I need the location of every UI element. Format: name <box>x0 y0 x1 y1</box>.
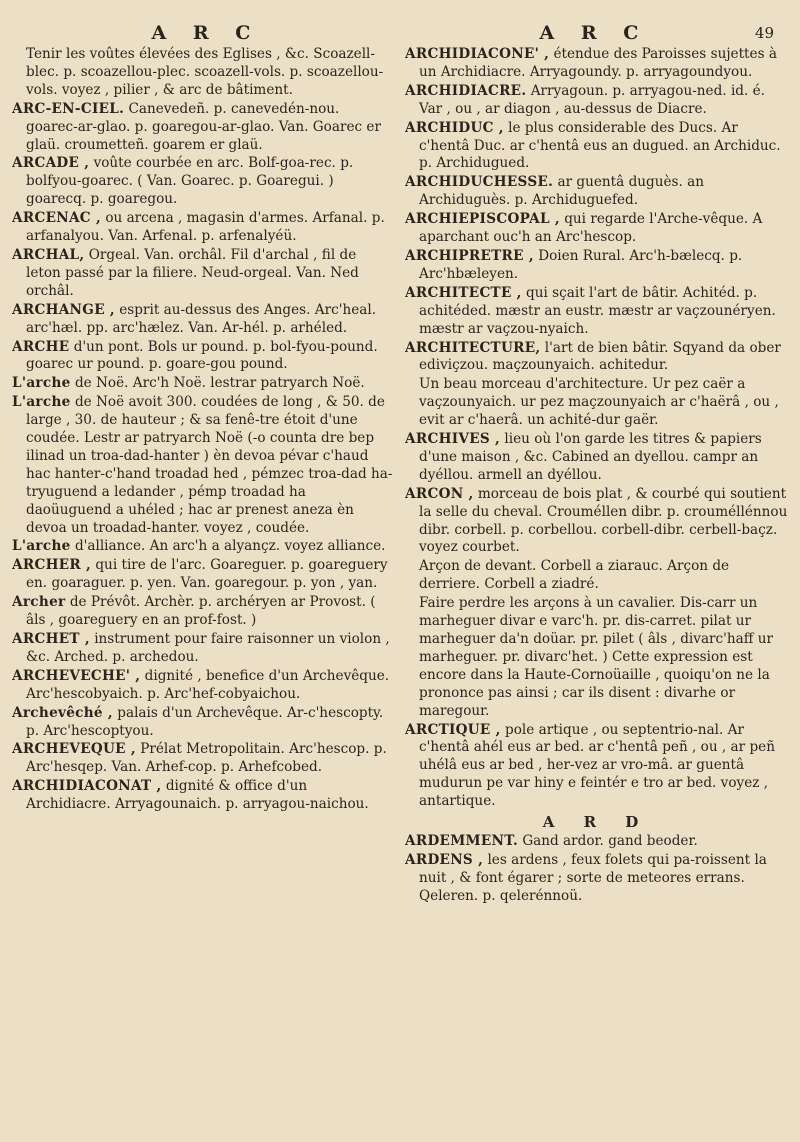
entry-headword: ARCHEVECHE' , <box>12 667 141 684</box>
entry-text: qui sçait l'art de bâtir. Achitéd. p. achitéded. mæstr an eustr. mæstr ar vaçzounéryen. mæstr ar vaçzou-nyaich. <box>419 284 776 337</box>
dictionary-entry <box>12 631 395 667</box>
entry-text: Tenir les voûtes élevées des Eglises , &c. Scoazell-blec. p. scoazellou-plec. scoazell-vols. p. scoazellou-vols. voyez , pilier , & arc de bâtiment. <box>26 46 384 98</box>
dictionary-entry <box>405 852 788 906</box>
entry-text: dignité & office d'un Archidiacre. Arryagounaich. p. arryagou-naichou. <box>26 778 369 813</box>
entry-text: de Noë avoit 300. coudées de long , & 50. de large , 30. de hauteur ; & sa fenê-tre étoit d'une coudée. Lestr ar patryarch Noë (-o counta dre bep ilinad un troa-dad-hanter ) èn devoa pévar c'haud hac hanter-c'hand troadad hed , pémzec troa-dad ha-tryuguend a ledander , pémp troadad ha daoüuguend a uhéled ; hac ar prenest aneza èn devoa un troadad-hanter. voyez , coudée. <box>26 394 393 536</box>
entry-text: morceau de bois plat , & courbé qui soutient la selle du cheval. Crouméllen dibr. p. crouméllénnou dibr. corbell. p. corbellou. corbell-dibr. cerbell-baçz. voyez courbet. <box>419 485 788 556</box>
entry-text: l'art de bien bâtir. Sqyand da ober ediviçzou. maçzounyaich. achitedur. <box>419 339 781 374</box>
entry-headword: ARCHIDIACONE' , <box>405 46 550 62</box>
dictionary-entry <box>405 376 788 430</box>
entry-headword: ARCHEVEQUE , <box>12 741 136 758</box>
dictionary-entry <box>405 558 788 594</box>
entry-text: Un beau morceau d'architecture. Ur pez caër a vaçzounyaich. ur pez maçzounyaich ar c'haërâ , ou , evit ar c'haerâ. un achité-dur gaër. <box>419 376 779 429</box>
dictionary-entry <box>405 248 788 284</box>
entry-text: instrument pour faire raisonner un violon , &c. Arched. p. archedou. <box>26 631 390 665</box>
left-header <box>12 22 400 44</box>
entry-headword: L'arche <box>12 375 71 392</box>
entry-text: esprit au-dessus des Anges. Arc'heal. arc'hæl. pp. arc'hælez. Van. Ar-hél. p. arhéled. <box>26 301 377 336</box>
entry-headword: ARCHITECTE , <box>405 284 522 301</box>
right-column-tail <box>405 833 788 906</box>
entry-headword: ARDENS , <box>405 851 484 868</box>
entry-headword: ARCHAL, <box>12 246 85 263</box>
dictionary-entry <box>12 247 395 301</box>
dictionary-entry <box>405 340 788 376</box>
entry-text: Faire perdre les arçons à un cavalier. Dis-carr un marheguer divar e varc'h. pr. dis-carret. pilat ur marheguer da'n doüar. pr. pilet ( âls , divarc'haff ur marheguer. pr. divarc'het. ) Cette expression est encore dans la Haute-Cornoüaille , quoiqu'on ne la prononce pas ainsi ; car ils disent : divarhe or maregour. <box>419 595 773 719</box>
dictionary-entry <box>405 595 788 720</box>
entry-text: d'un pont. Bols ur pound. p. bol-fyou-pound. goarec ur pound. p. goare-gou pound. <box>26 338 378 373</box>
dictionary-entry <box>12 155 395 209</box>
left-column <box>12 46 395 907</box>
dictionary-entry <box>405 174 788 210</box>
columns <box>12 46 788 907</box>
dictionary-entry <box>12 741 395 777</box>
dictionary-entry <box>12 594 395 630</box>
right-running-head: A R C <box>539 22 649 44</box>
entry-text: Canevedeñ. p. canevedén-nou. goarec-ar-glao. p. goaregou-ar-glao. Van. Goarec er glaü. croumetteñ. goarem er glaü. <box>26 100 381 153</box>
entry-text: ar guentâ duguès. an Archiduguès. p. Archiduguefed. <box>419 174 705 209</box>
dictionary-entry <box>12 339 395 375</box>
entry-headword: ARCADE , <box>12 155 90 172</box>
entry-text: pole artique , ou septentrio-nal. Ar c'hentâ ahél eus ar bed. ar c'hentâ peñ , ou , ar peñ uhélâ eus ar bed , her-vez ar vro-mâ. ar guentâ mudurun pe var hiny e feintér e tro ar bed. voyez , antartique. <box>419 721 775 810</box>
entry-text: étendue des Paroisses sujettes à un Archidiacre. Arryagoundy. p. arryagoundyou. <box>419 46 777 80</box>
dictionary-entry <box>405 83 788 119</box>
entry-headword: ARCHER , <box>12 557 92 574</box>
right-column-entries <box>405 46 788 811</box>
entry-headword: ARCHE <box>12 338 70 355</box>
dictionary-entry <box>12 705 395 741</box>
dictionary-entry <box>405 833 788 851</box>
entry-headword: ARCENAC , <box>12 210 101 227</box>
right-header <box>400 22 788 44</box>
entry-headword: ARCTIQUE , <box>405 721 501 738</box>
entry-text: d'alliance. An arc'h a alyançz. voyez alliance. <box>74 538 386 555</box>
dictionary-entry <box>405 46 788 82</box>
entry-text: le plus considerable des Ducs. Ar c'hentâ Duc. ar c'hentâ eus an dugued. an Archiduc. p. Archidugued. <box>419 119 781 172</box>
entry-headword: L'arche <box>12 538 71 555</box>
entry-text: Arçon de devant. Corbell a ziarauc. Arçon de derriere. Corbell a ziadré. <box>419 558 730 593</box>
entry-text: Arryagoun. p. arryagou-ned. id. é. Var , ou , ar diagon , au-dessus de Diacre. <box>419 82 766 117</box>
dictionary-entry <box>12 394 395 537</box>
entry-headword: ARCHIEPISCOPAL , <box>405 211 560 228</box>
entry-text: Orgeal. Van. orchâl. Fil d'archal , fil de leton passé par la filiere. Neud-orgeal. Van. Ned orchâl. <box>26 246 359 299</box>
dictionary-entry <box>12 46 395 100</box>
entry-headword: ARCHITECTURE, <box>405 339 541 356</box>
entry-text: les ardens , feux folets qui pa-roissent la nuit , & font égarer ; sorte de meteores errans. Qeleren. p. qelerénnoü. <box>419 851 767 904</box>
entry-text: palais d'un Archevêque. Ar-c'hescopty. p. Arc'hescoptyou. <box>26 704 384 739</box>
dictionary-entry <box>405 486 788 558</box>
dictionary-entry <box>405 211 788 247</box>
entry-headword: ARCHIDUC , <box>405 119 504 136</box>
entry-headword: ARCHIVES , <box>405 431 501 448</box>
entry-headword: ARCHIPRETRE , <box>405 247 534 264</box>
right-column <box>405 46 788 907</box>
entry-headword: L'arche <box>12 394 71 411</box>
entry-headword: ARDEMMENT. <box>405 833 518 850</box>
entry-text: qui tire de l'arc. Goareguer. p. goareguery en. goaraguer. p. yen. Van. goaregour. p. yon , yan. <box>26 557 388 592</box>
dictionary-entry <box>405 431 788 485</box>
left-running-head: A R C <box>151 22 261 44</box>
dictionary-entry <box>405 722 788 812</box>
entry-text: dignité , benefice d'un Archevêque. Arc'hescobyaich. p. Arc'hef-cobyaichou. <box>26 667 390 702</box>
dictionary-entry <box>12 538 395 556</box>
entry-text: lieu où l'on garde les titres & papiers d'une maison , &c. Cabined an dyellou. campr an dyéllou. armell an dyéllou. <box>419 431 762 483</box>
entry-headword: ARCHIDUCHESSE. <box>405 174 554 191</box>
entry-text: de Prévôt. Archèr. p. archéryen ar Provost. ( âls , goareguery en an prof-fost. ) <box>26 594 376 629</box>
entry-text: Prélat Metropolitain. Arc'hescop. p. Arc'hesqep. Van. Arhef-cop. p. Arhefcobed. <box>26 741 387 776</box>
dictionary-entry <box>405 285 788 339</box>
entry-headword: ARCHIDIACONAT , <box>12 778 162 795</box>
entry-text: voûte courbée en arc. Bolf-goa-rec. p. bolfyou-goarec. ( Van. Goarec. p. Goaregui. ) goarecq. p. goaregou. <box>26 155 354 208</box>
entry-headword: Archer <box>12 594 66 611</box>
page-header <box>12 8 788 44</box>
section-letters: A R D <box>542 813 651 832</box>
entry-headword: ARCHANGE , <box>12 301 115 318</box>
entry-headword: ARCHET , <box>12 631 90 647</box>
dictionary-entry <box>12 668 395 704</box>
dictionary-entry <box>12 210 395 246</box>
dictionary-entry <box>12 302 395 338</box>
page-number: 49 <box>754 24 774 42</box>
entry-text: ou arcena , magasin d'armes. Arfanal. p. arfanalyou. Van. Arfenal. p. arfenalyéü. <box>26 210 385 245</box>
entry-text: Gand ardor. gand beoder. <box>522 833 698 850</box>
entry-headword: Archevêché , <box>12 704 113 721</box>
entry-headword: ARCON , <box>405 485 474 502</box>
dictionary-entry <box>12 778 395 814</box>
entry-text: de Noë. Arc'h Noë. lestrar patryarch Noë. <box>74 375 365 392</box>
entry-headword: ARCHIDIACRE. <box>405 82 527 99</box>
dictionary-entry <box>12 557 395 593</box>
entry-text: Doien Rural. Arc'h-bælecq. p. Arc'hbæleyen. <box>419 247 743 282</box>
dictionary-entry <box>12 375 395 393</box>
dictionary-entry <box>405 120 788 174</box>
entry-text: qui regarde l'Arche-vêque. A aparchant ouc'h an Arc'hescop. <box>419 211 763 246</box>
dictionary-entry <box>12 101 395 155</box>
entry-headword: ARC-EN-CIEL. <box>12 100 125 117</box>
